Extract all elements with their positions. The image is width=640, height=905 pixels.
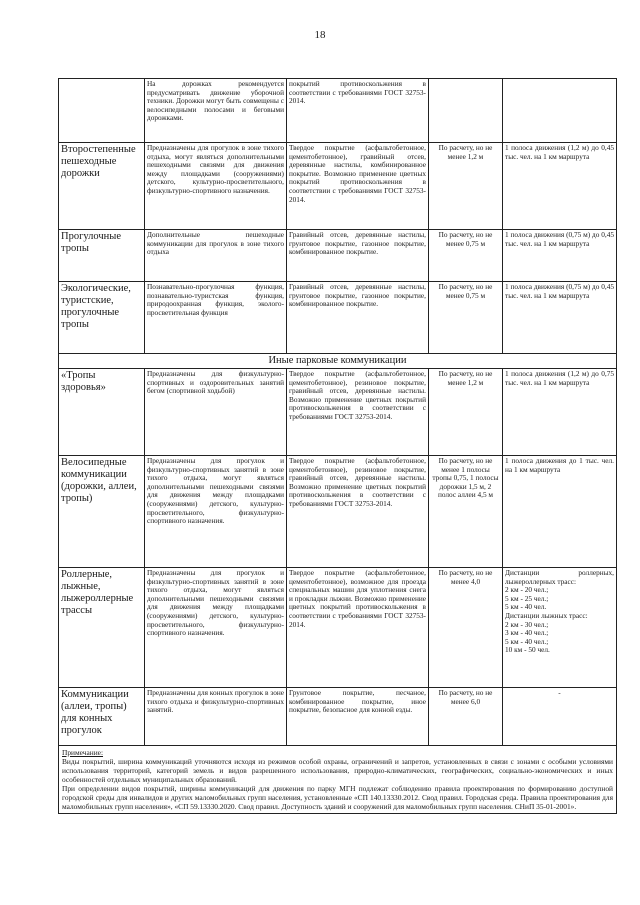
row-width: По расчету, но не менее 1,2 м xyxy=(429,369,503,456)
row-surface: покрытий противоскольжения в соответствии с требованиями ГОСТ 32753-2014. xyxy=(287,79,429,143)
row-purpose: Предназначены для прогулок и физкультурно-спортивных занятий в зоне тихого отдыха, могут являться дополнительными пешеходными связями для движения между площадками (сооружениями) детского, культурно-просветительного, физкультурно-спортивного назначения. xyxy=(145,568,287,688)
capacity-line: Дистанции роллерных, лыжероллерных трасс: xyxy=(505,568,614,586)
row-surface: Грунтовое покрытие, песчаное, комбинированное покрытие, иное покрытие, безопасное для конной езды. xyxy=(287,688,429,746)
row-surface: Твердое покрытие (асфальтобетонное, цементобетонное), возможное для проезда специальных машин для уплотнения снега и прокладки лыжни. Возможно применение цветных покрытий противоскольжения в соответствии с требованиями ГОСТ 32753-2014. xyxy=(287,568,429,688)
row-name: Второстепенные пешеходные дорожки xyxy=(59,143,145,230)
row-width: По расчету, но не менее 1 полосы тропы 0,75, 1 полосы дорожки 1,5 м, 2 полос аллеи 4,5 м xyxy=(429,456,503,568)
row-name: Велосипедные коммуникации (дорожки, аллеи, тропы) xyxy=(59,456,145,568)
table-row xyxy=(59,230,617,282)
row-capacity: 1 полоса движения до 1 тыс. чел. на 1 км маршрута xyxy=(503,456,617,568)
capacity-line: 5 км - 40 чел. xyxy=(505,602,547,612)
row-name: Прогулочные тропы xyxy=(59,230,145,282)
row-purpose: Предназначены для прогулок и физкультурно-спортивных занятий в зоне тихого отдыха, могут являться дополнительными пешеходными связями для движения между площадками (сооружениями) детского, культурно-просветительного, физкультурно-спортивного назначения. xyxy=(145,456,287,568)
table-row xyxy=(59,456,617,568)
row-capacity xyxy=(503,568,617,688)
row-capacity: 1 полоса движения (1,2 м) до 0,45 тыс. чел. на 1 км маршрута xyxy=(503,143,617,230)
table-row xyxy=(59,568,617,688)
capacity-line: 3 км - 40 чел.; xyxy=(505,628,549,638)
row-width: По расчету, но не менее 1,2 м xyxy=(429,143,503,230)
row-capacity xyxy=(503,79,617,143)
section-header-row xyxy=(59,354,617,369)
page-number: 18 xyxy=(314,29,326,41)
row-width xyxy=(429,79,503,143)
row-capacity: - xyxy=(503,688,617,746)
row-surface: Твердое покрытие (асфальтобетонное, цементобетонное), гравийный отсев, деревянные настилы, комбинированное покрытие. Возможно применение цветных покрытий противоскольжения в соответствии с требованиями ГОСТ 32753-2014. xyxy=(287,143,429,230)
row-purpose: Дополнительные пешеходные коммуникации для прогулок в зоне тихого отдыха xyxy=(145,230,287,282)
note-row xyxy=(59,746,617,814)
row-name: «Тропы здоровья» xyxy=(59,369,145,456)
park-communications-table xyxy=(58,78,617,814)
row-capacity: 1 полоса движения (0,75 м) до 0,45 тыс. чел. на 1 км маршрута xyxy=(503,230,617,282)
note-title: Примечание: xyxy=(62,748,104,757)
row-purpose: Предназначены для физкультурно-спортивных и оздоровительных занятий бегом (спортивной ходьбой) xyxy=(145,369,287,456)
row-purpose: Познавательно-прогулочная функция, познавательно-туристская функция, природоохранная функция, эколого-просветительная функция xyxy=(145,282,287,354)
row-purpose: На дорожках рекомендуется предусматривать движение уборочной техники. Дорожки могут быть совмещены с велосипедными полосами и беговыми дорожками. xyxy=(145,79,287,143)
table-row xyxy=(59,282,617,354)
capacity-line: 10 км - 50 чел. xyxy=(505,645,550,655)
row-surface: Твердое покрытие (асфальтобетонное, цементобетонное), резиновое покрытие, гравийный отсев, деревянные настилы. Возможно применение цветных покрытий противоскольжения в соответствии с требованиями ГОСТ 32753-2014. xyxy=(287,456,429,568)
note-cell xyxy=(59,746,617,814)
capacity-line: 5 км - 25 чел.; xyxy=(505,593,549,603)
row-surface: Гравийный отсев, деревянные настилы, грунтовое покрытие, газонное покрытие, комбинированное покрытие. xyxy=(287,282,429,354)
note-paragraph: При определении видов покрытий, ширины коммуникаций для движения по парку МГН подлежат соблюдению правила проектирования по формированию доступной городской среды для инвалидов и других маломобильных групп населения, установленные «СП 140.13330.2012. Свод правил. Городская среда. Правила проектирования для маломобильных групп населения», «СП 59.13330.2020. Свод правил. Доступность зданий и сооружений для маломобильных групп населения. СНиП 35-01-2001». xyxy=(62,784,613,811)
row-purpose: Предназначены для конных прогулок в зоне тихого отдыха и физкультурно-спортивных занятий. xyxy=(145,688,287,746)
note-paragraph: Виды покрытий, ширина коммуникаций уточняются исходя из режимов особой охраны, ограничений и запретов, установленных в связи с зонами с особыми условиями использования территорий, категорий земель и видов разрешенного использования, природно-климатических, географических, социально-экономических и иных особенностей отдельных муниципальных образований. xyxy=(62,757,613,784)
row-surface: Твердое покрытие (асфальтобетонное, цементобетонное), резиновое покрытие, гравийный отсев, деревянные настилы. Возможно применение цветных покрытий противоскольжения в соответствии с требованиями ГОСТ 32753-2014. xyxy=(287,369,429,456)
table-row xyxy=(59,79,617,143)
row-width: По расчету, но не менее 6,0 xyxy=(429,688,503,746)
table-row xyxy=(59,369,617,456)
row-width: По расчету, но не менее 0,75 м xyxy=(429,282,503,354)
table-row xyxy=(59,688,617,746)
row-capacity: 1 полоса движения (0,75 м) до 0,45 тыс. чел. на 1 км маршрута xyxy=(503,282,617,354)
row-name: Экологические, туристские, прогулочные тропы xyxy=(59,282,145,354)
capacity-line: 2 км - 20 чел.; xyxy=(505,585,549,595)
row-name xyxy=(59,79,145,143)
table-row xyxy=(59,143,617,230)
row-name: Роллерные, лыжные, лыжероллерные трассы xyxy=(59,568,145,688)
row-purpose: Предназначены для прогулок в зоне тихого отдыха, могут являться дополнительными пешеходными связями для движения между площадками (сооружениями) детского, культурно-просветительного, физкультурно-спортивного назначения. xyxy=(145,143,287,230)
row-width: По расчету, но не менее 0,75 м xyxy=(429,230,503,282)
row-width: По расчету, но не менее 4,0 xyxy=(429,568,503,688)
row-name: Коммуникации (аллеи, тропы) для конных прогулок xyxy=(59,688,145,746)
capacity-line: 2 км - 30 чел.; xyxy=(505,619,549,629)
section-title: Иные парковые коммуникации xyxy=(59,354,617,369)
row-capacity: 1 полоса движения (1,2 м) до 0,75 тыс. чел. на 1 км маршрута xyxy=(503,369,617,456)
capacity-line: 5 км - 40 чел.; xyxy=(505,636,549,646)
row-surface: Гравийный отсев, деревянные настилы, грунтовое покрытие, газонное покрытие, комбинированное покрытие. xyxy=(287,230,429,282)
capacity-line: Дистанции лыжных трасс: xyxy=(505,610,588,620)
